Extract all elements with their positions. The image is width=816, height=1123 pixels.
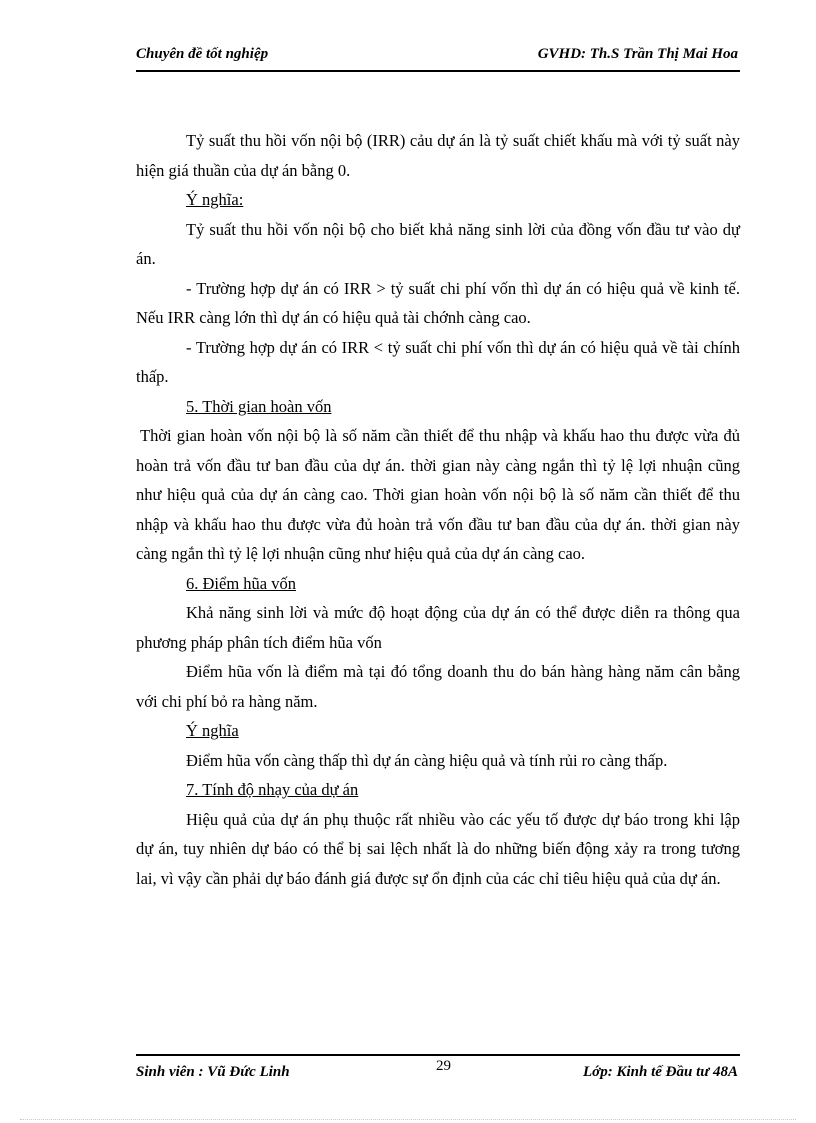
paragraph-irr-meaning: Tỷ suất thu hồi vốn nội bộ cho biết khả năng sinh lời của đồng vốn đầu tư vào dự án.	[136, 219, 740, 268]
heading-payback-period: 5. Thời gian hoàn vốn	[186, 396, 332, 416]
paragraph-break-even-meaning: Điểm hũa vốn càng thấp thì dự án càng hiệu quả và tính rủi ro càng thấp.	[186, 750, 668, 770]
page-bottom-border	[20, 1119, 796, 1120]
footer-class: Lớp: Kinh tế Đầu tư 48A	[583, 1064, 738, 1080]
paragraph-sensitivity: Hiệu quả của dự án phụ thuộc rất nhiều vào các yếu tố được dự báo trong khi lập dự án, tuy nhiên dự báo có thể bị sai lệch nhất là do những biến động xảy ra trong tương lai, vì vậy cần phải dự báo đánh giá được sự ổn định của các chỉ tiêu hiệu quả của dự án.	[136, 809, 740, 888]
paragraph-irr-less: - Trường hợp dự án có IRR < tỷ suất chi phí vốn thì dự án có hiệu quả về tài chính thấp.	[136, 337, 740, 386]
heading-sensitivity: 7. Tính độ nhạy của dự án	[186, 780, 359, 799]
document-body	[136, 126, 740, 893]
heading-meaning-1: Ý nghĩa:	[186, 190, 244, 209]
paragraph-irr-greater: - Trường hợp dự án có IRR > tỷ suất chi phí vốn thì dự án có hiệu quả về kinh tế. Nếu IRR càng lớn thì dự án có hiệu quả tài chớnh càng cao.	[136, 278, 740, 327]
header-advisor: GVHD: Th.S Trần Thị Mai Hoa	[537, 46, 738, 62]
paragraph-payback-period: Thời gian hoàn vốn nội bộ là số năm cần thiết để thu nhập và khấu hao thu được vừa đủ hoàn trả vốn đầu tư ban đầu của dự án. thời gian này càng ngắn thì tỷ lệ lợi nhuận cũng như hiệu quả của dự án càng cao. Thời gian hoàn vốn nội bộ là số năm cần thiết để thu nhập và khấu hao thu được vừa đủ hoàn trả vốn đầu tư ban đầu của dự án. thời gian này càng ngắn thì tỷ lệ lợi nhuận cũng như hiệu quả của dự án càng cao.	[136, 426, 740, 563]
heading-meaning-2: Ý nghĩa	[186, 721, 239, 740]
page-number: 29	[436, 1058, 451, 1074]
page-header	[136, 42, 740, 72]
paragraph-break-even-definition: Điểm hũa vốn là điểm mà tại đó tổng doanh thu do bán hàng hàng năm cân bằng với chi phí bỏ ra hàng năm.	[136, 662, 740, 711]
paragraph-break-even-analysis: Khả năng sinh lời và mức độ hoạt động của dự án có thể được diễn ra thông qua phương pháp phân tích điểm hũa vốn	[136, 603, 740, 652]
heading-break-even: 6. Điểm hũa vốn	[186, 573, 296, 593]
page-footer	[136, 1054, 740, 1086]
paragraph-irr-definition: Tỷ suất thu hồi vốn nội bộ (IRR) cảu dự án là tỷ suất chiết khấu mà với tỷ suất này hiện giá thuần của dự án bằng 0.	[136, 131, 740, 180]
header-course-title: Chuyên đề tốt nghiệp	[136, 46, 269, 62]
footer-student: Sinh viên : Vũ Đức Linh	[136, 1064, 290, 1080]
